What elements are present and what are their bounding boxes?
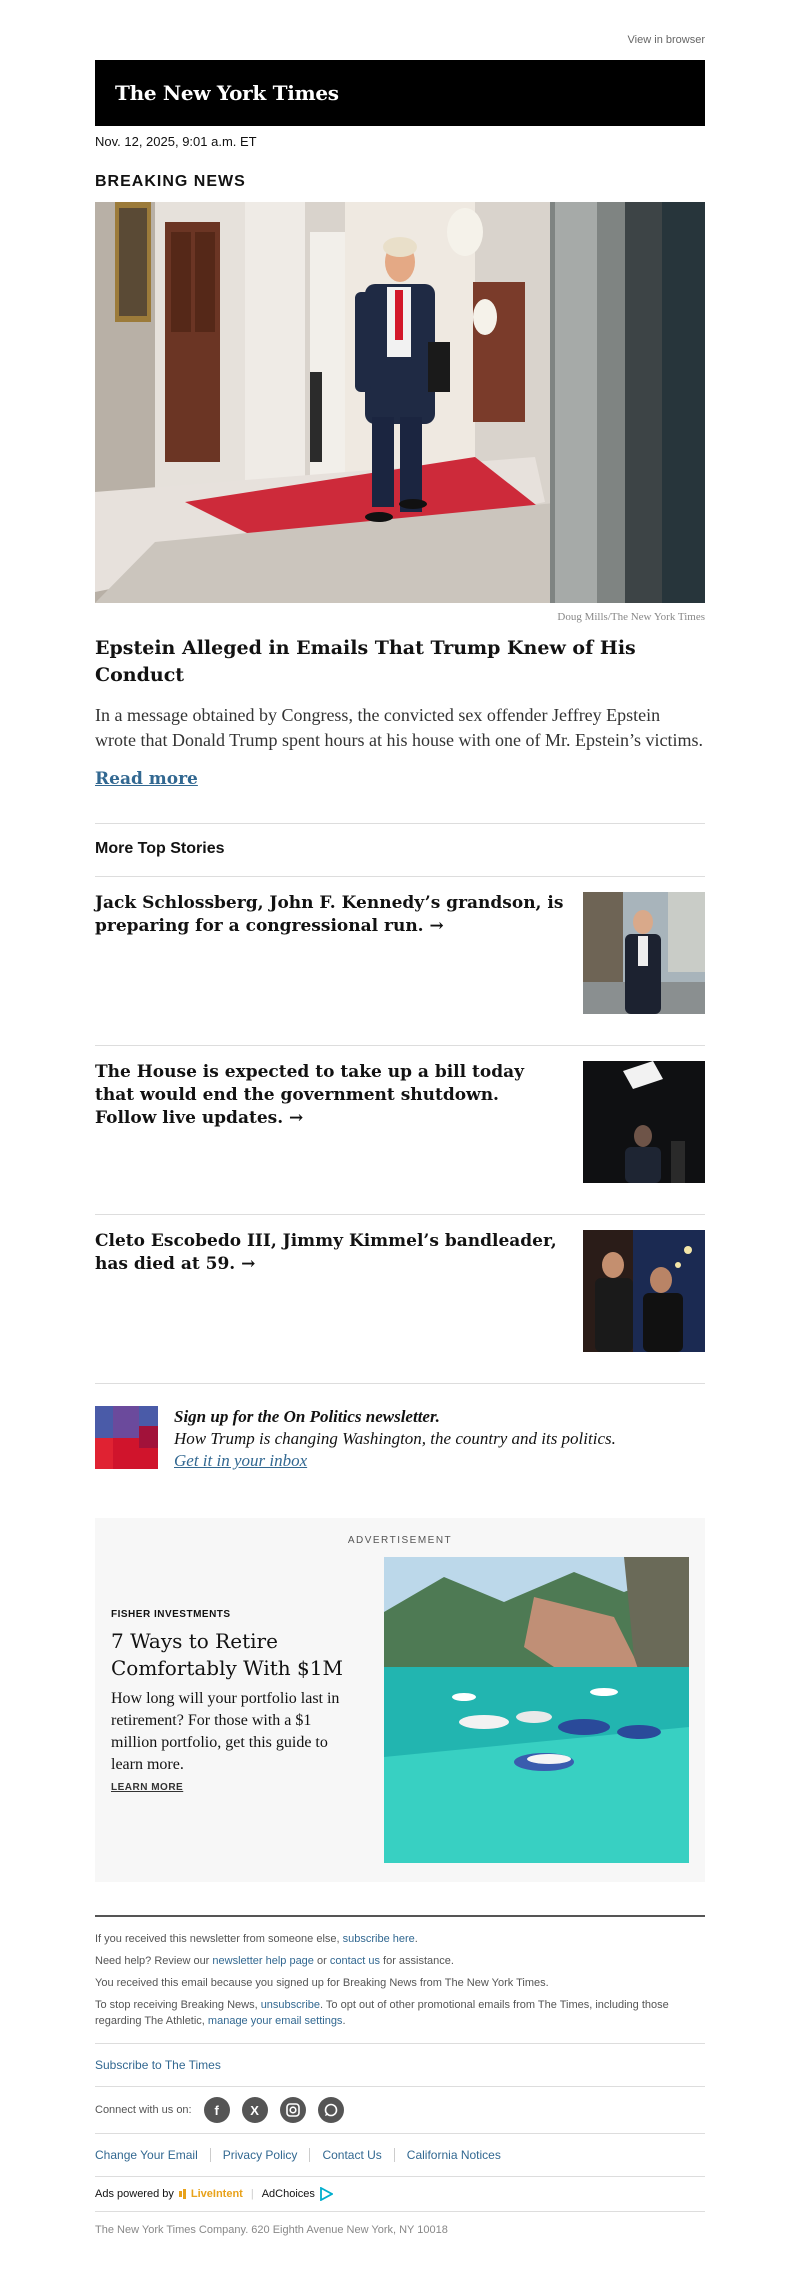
contact-us-footer-link[interactable]: Contact Us	[309, 2148, 393, 2162]
ad-headline[interactable]: 7 Ways to Retire Comfortably With $1M	[111, 1629, 343, 1680]
ad-sponsor: FISHER INVESTMENTS	[111, 1609, 231, 1620]
ad-body: How long will your portfolio last in retirement? For those with a $1 million portfolio, get this guide to learn more.	[111, 1690, 340, 1773]
change-email-link[interactable]: Change Your Email	[95, 2148, 198, 2162]
newsletter-promo	[95, 1383, 705, 1478]
separator: |	[250, 2188, 254, 2200]
story-item[interactable]	[95, 876, 705, 1045]
footer-unsubscribe-text: To stop receiving Breaking News, unsubscribe. To opt out of other promotional emails from The Times, including those regarding The Athletic, manage your email settings.	[95, 1999, 669, 2027]
privacy-policy-link[interactable]: Privacy Policy	[210, 2148, 310, 2162]
footer-help-text: Need help? Review our newsletter help page or contact us for assistance.	[95, 1955, 454, 1967]
story-thumbnail[interactable]	[583, 892, 705, 1014]
promo-description: How Trump is changing Washington, the country and its politics.	[174, 1429, 616, 1448]
advertisement-label: ADVERTISEMENT	[347, 1535, 453, 1546]
ads-powered-label: Ads powered by	[95, 2188, 174, 2200]
ad-copy	[111, 1609, 361, 1793]
read-more-link[interactable]: Read more	[95, 769, 198, 789]
photo-credit: Doug Mills/The New York Times	[557, 611, 705, 623]
story-thumbnail-art	[583, 1061, 705, 1183]
subscribe-here-link[interactable]: subscribe here	[342, 1933, 415, 1945]
liveintent-logo-icon[interactable]: LiveIntent	[179, 2188, 243, 2200]
adchoices-link[interactable]: AdChoices	[261, 2188, 315, 2200]
footer-links	[95, 2134, 705, 2176]
hero-photo-illustration	[95, 202, 705, 603]
breaking-news-label: BREAKING NEWS	[95, 173, 246, 190]
story-title[interactable]: Cleto Escobedo III, Jimmy Kimmel’s bandleader, has died at 59. →	[95, 1231, 557, 1274]
footer-info	[95, 1915, 705, 2029]
footer-reason-text: You received this email because you signed up for Breaking News from The New York Times.	[95, 1977, 549, 1989]
story-thumbnail[interactable]	[583, 1230, 705, 1352]
promo-signup-link[interactable]: Get it in your inbox	[174, 1451, 308, 1470]
main-headline[interactable]: Epstein Alleged in Emails That Trump Knew of His Conduct	[95, 637, 636, 686]
on-politics-logo-icon	[95, 1406, 158, 1469]
more-top-stories-title: More Top Stories	[95, 840, 225, 857]
story-title[interactable]: The House is expected to take up a bill today that would end the government shutdown. Follow live updates. →	[95, 1062, 524, 1128]
california-notices-link[interactable]: California Notices	[394, 2148, 513, 2162]
footer-forwarded-text: If you received this newsletter from someone else, subscribe here.	[95, 1933, 418, 1945]
email-container	[95, 0, 705, 2248]
social-links	[95, 2087, 705, 2133]
manage-email-settings-link[interactable]: manage your email settings	[207, 2015, 343, 2027]
adchoices-icon[interactable]	[319, 2187, 333, 2201]
subscribe-to-times-link[interactable]: Subscribe to The Times	[95, 2058, 221, 2072]
story-thumbnail-art	[583, 892, 705, 1014]
ad-image-art	[384, 1557, 689, 1863]
main-summary: In a message obtained by Congress, the convicted sex offender Jeffrey Epstein wrote that Donald Trump spent hours at his house with one of Mr. Epstein’s victims.	[95, 705, 703, 750]
masthead[interactable]	[95, 60, 705, 126]
ad-learn-more-link[interactable]: LEARN MORE	[111, 1782, 184, 1793]
facebook-icon[interactable]: f	[204, 2097, 230, 2123]
promo-text	[174, 1406, 616, 1478]
instagram-icon[interactable]	[280, 2097, 306, 2123]
promo-title: Sign up for the On Politics newsletter.	[174, 1407, 440, 1426]
story-title[interactable]: Jack Schlossberg, John F. Kennedy’s grandson, is preparing for a congressional run. →	[95, 893, 564, 936]
x-icon[interactable]: X	[242, 2097, 268, 2123]
ad-image[interactable]	[384, 1557, 689, 1863]
nyt-logo: The New York Times	[115, 81, 339, 105]
newsletter-help-link[interactable]: newsletter help page	[212, 1955, 314, 1967]
story-item[interactable]	[95, 1045, 705, 1214]
unsubscribe-link[interactable]: unsubscribe	[260, 1999, 321, 2011]
dateline: Nov. 12, 2025, 9:01 a.m. ET	[95, 134, 257, 149]
hero-photo[interactable]	[95, 202, 705, 603]
company-address: The New York Times Company. 620 Eighth Avenue New York, NY 10018	[95, 2224, 448, 2236]
story-item[interactable]	[95, 1214, 705, 1383]
story-thumbnail-art	[583, 1230, 705, 1352]
ads-powered-by	[95, 2177, 705, 2211]
connect-label: Connect with us on:	[95, 2104, 192, 2116]
advertisement[interactable]	[95, 1518, 705, 1882]
view-in-browser-link[interactable]: View in browser	[627, 34, 705, 46]
whatsapp-icon[interactable]	[318, 2097, 344, 2123]
contact-us-link[interactable]: contact us	[329, 1955, 380, 1967]
story-thumbnail[interactable]	[583, 1061, 705, 1183]
